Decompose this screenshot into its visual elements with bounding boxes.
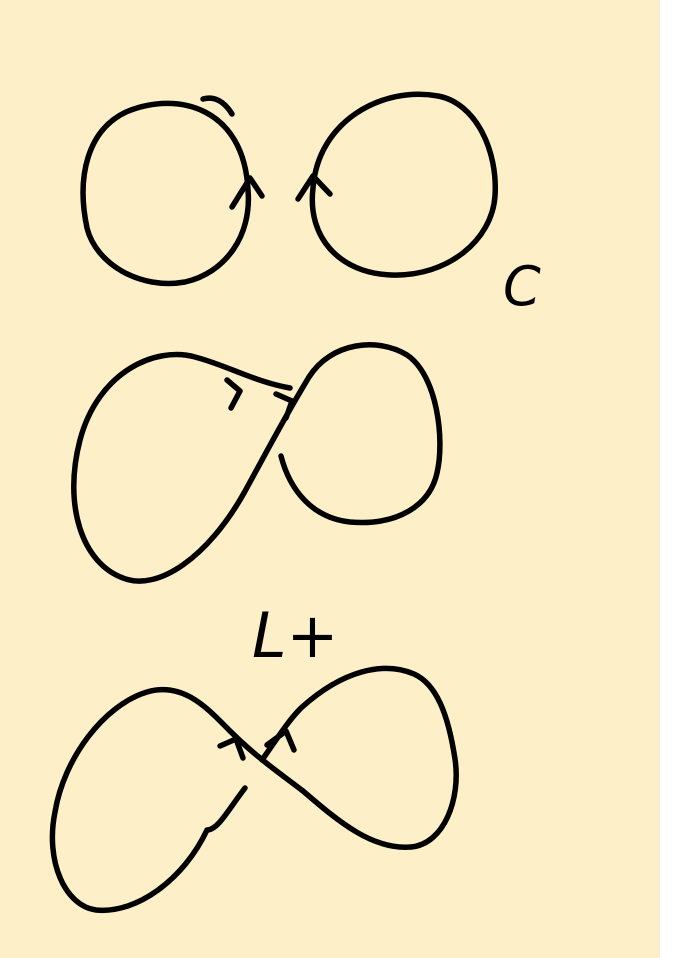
left-circle <box>83 103 248 283</box>
left-lobe <box>74 355 309 581</box>
left-crossing-arrow <box>227 380 240 408</box>
bottom-left-crossing-arrow <box>220 739 243 758</box>
right-circle <box>312 94 495 275</box>
right-crossing-arrow <box>276 394 292 418</box>
right-lobe <box>281 345 440 523</box>
handwritten-labels <box>252 255 541 672</box>
figure-eight-diagram-2 <box>52 668 456 910</box>
figure-eight-diagram-1 <box>74 345 440 581</box>
separate-loops-diagram <box>83 94 495 283</box>
label-l-plus: L+ <box>252 599 339 672</box>
bottom-left-lobe <box>52 668 456 910</box>
label-c: C <box>503 255 541 318</box>
